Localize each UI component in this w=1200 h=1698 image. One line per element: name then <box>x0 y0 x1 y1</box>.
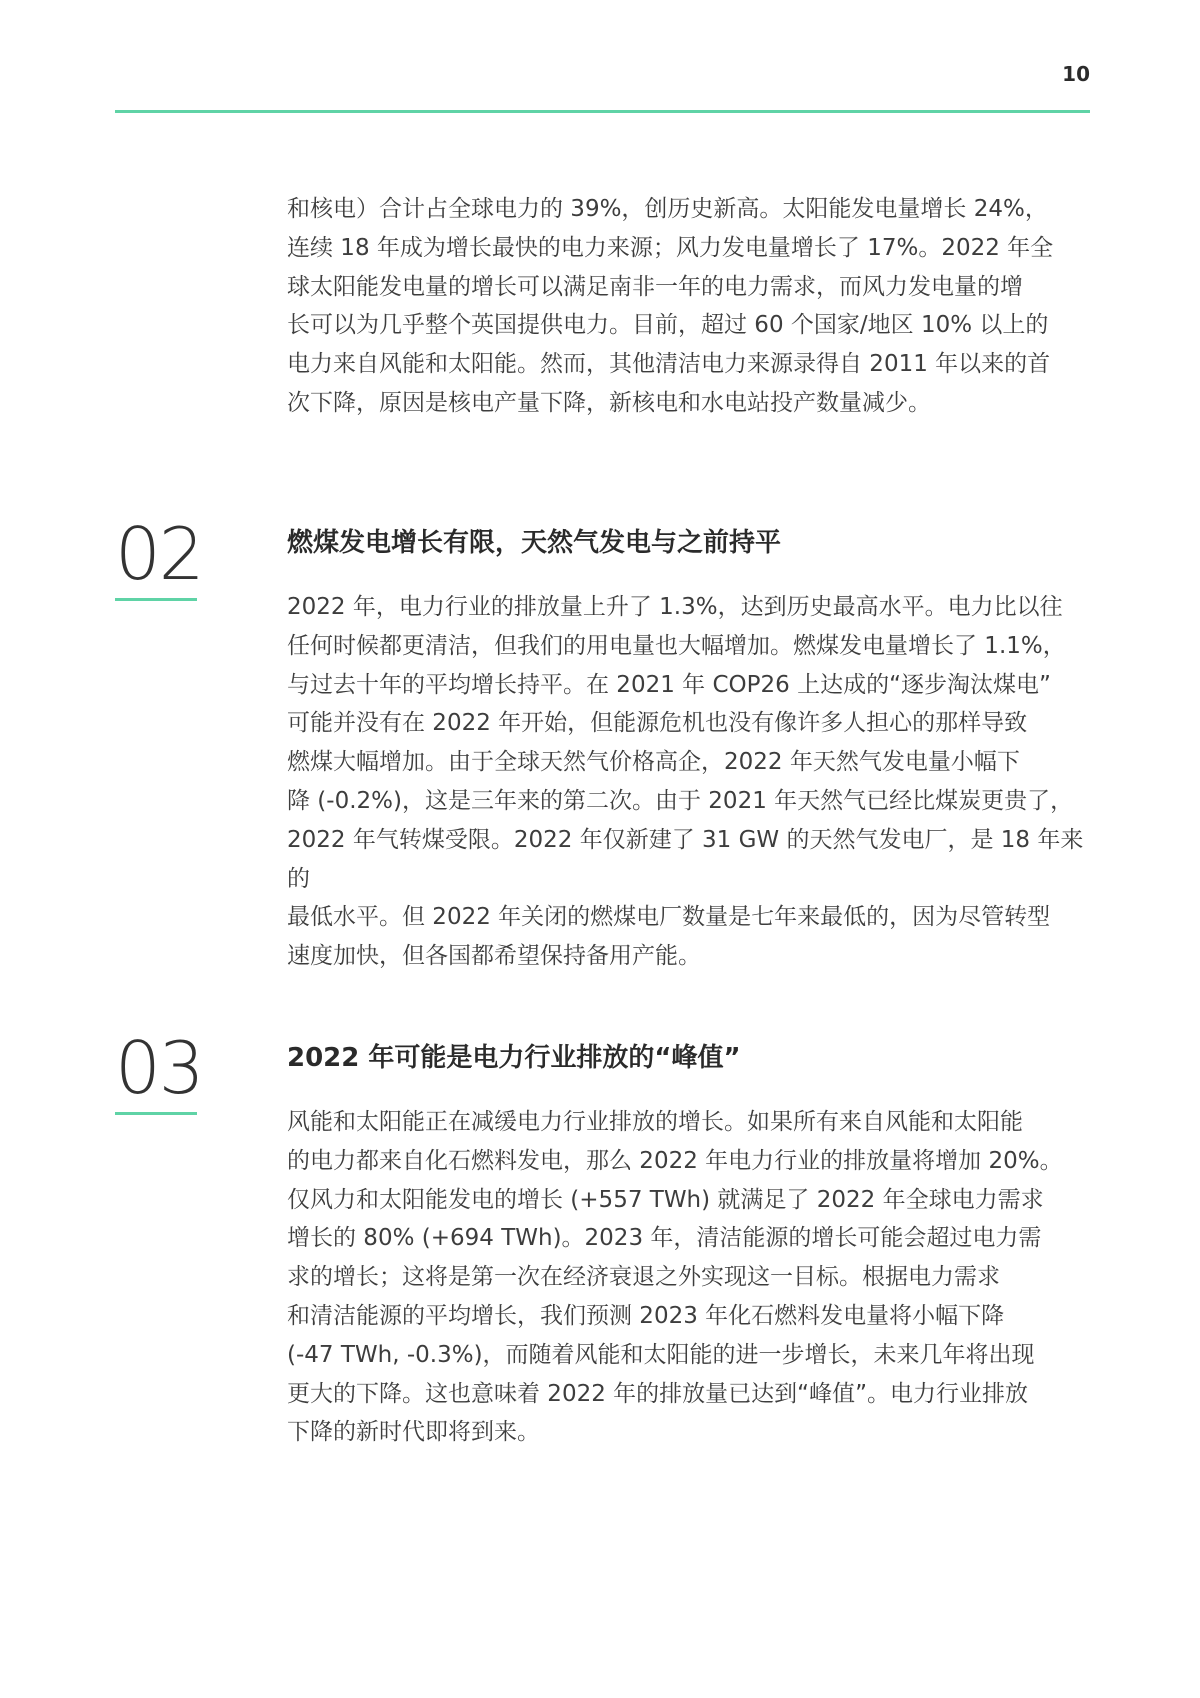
section-divider <box>115 598 197 601</box>
paragraph-line: (-47 TWh, -0.3%)，而随着风能和太阳能的进一步增长，未来几年将出现 <box>287 1341 1035 1368</box>
paragraph-line: 速度加快，但各国都希望保持备用产能。 <box>287 943 701 970</box>
paragraph-line: 仅风力和太阳能发电的增长 (+557 TWh) 就满足了 2022 年全球电力需求 <box>287 1186 1044 1213</box>
paragraph-line: 更大的下降。这也意味着 2022 年的排放量已达到“峰值”。电力行业排放 <box>287 1380 1028 1407</box>
paragraph-line: 次下降，原因是核电产量下降，新核电和水电站投产数量减少。 <box>287 389 931 416</box>
paragraph-line: 连续 18 年成为增长最快的电力来源；风力发电量增长了 17%。2022 年全 <box>287 234 1054 261</box>
paragraph-line: 2022 年，电力行业的排放量上升了 1.3%，达到历史最高水平。电力比以往 <box>287 594 1063 620</box>
paragraph-line: 和核电）合计占全球电力的 39%，创历史新高。太阳能发电量增长 24%， <box>287 196 1048 222</box>
paragraph-line: 可能并没有在 2022 年开始，但能源危机也没有像许多人担心的那样导致 <box>287 710 1028 737</box>
paragraph-line: 长可以为几乎整个英国提供电力。目前，超过 60 个国家/地区 10% 以上的 <box>287 312 1049 339</box>
section-title: 2022 年可能是电力行业排放的“峰值” <box>287 1043 741 1073</box>
paragraph-line: 2022 年气转煤受限。2022 年仅新建了 31 GW 的天然气发电厂，是 18 年来的 <box>287 826 1084 892</box>
header-divider <box>115 110 1090 113</box>
paragraph-line: 下降的新时代即将到来。 <box>287 1419 540 1446</box>
section-paragraph <box>287 1103 1097 1452</box>
paragraph-line: 与过去十年的平均增长持平。在 2021 年 COP26 上达成的“逐步淘汰煤电” <box>287 671 1051 698</box>
paragraph-line: 风能和太阳能正在减缓电力行业排放的增长。如果所有来自风能和太阳能 <box>287 1109 1023 1135</box>
section-number: 02 <box>115 512 203 596</box>
page-number: 10 <box>1062 62 1090 86</box>
paragraph-line: 求的增长；这将是第一次在经济衰退之外实现这一目标。根据电力需求 <box>287 1264 1000 1291</box>
section-number: 03 <box>115 1026 203 1110</box>
section-title: 燃煤发电增长有限，天然气发电与之前持平 <box>287 528 782 558</box>
paragraph-line: 任何时候都更清洁，但我们的用电量也大幅增加。燃煤发电量增长了 1.1%， <box>287 632 1066 659</box>
paragraph-line: 球太阳能发电量的增长可以满足南非一年的电力需求，而风力发电量的增 <box>287 273 1023 300</box>
paragraph-line: 增长的 80% (+694 TWh)。2023 年，清洁能源的增长可能会超过电力需 <box>287 1225 1042 1252</box>
paragraph-line: 降 (-0.2%)，这是三年来的第二次。由于 2021 年天然气已经比煤炭更贵了， <box>287 787 1074 814</box>
section-paragraph <box>287 588 1097 976</box>
paragraph-line: 电力来自风能和太阳能。然而，其他清洁电力来源录得自 2011 年以来的首 <box>287 351 1051 378</box>
paragraph-line: 最低水平。但 2022 年关闭的燃煤电厂数量是七年来最低的，因为尽管转型 <box>287 904 1051 931</box>
paragraph-line: 和清洁能源的平均增长，我们预测 2023 年化石燃料发电量将小幅下降 <box>287 1302 1005 1329</box>
intro-paragraph <box>287 190 1097 423</box>
paragraph-line: 燃煤大幅增加。由于全球天然气价格高企，2022 年天然气发电量小幅下 <box>287 749 1020 776</box>
section-divider <box>115 1112 197 1115</box>
paragraph-line: 的电力都来自化石燃料发电，那么 2022 年电力行业的排放量将增加 20%。 <box>287 1147 1063 1174</box>
